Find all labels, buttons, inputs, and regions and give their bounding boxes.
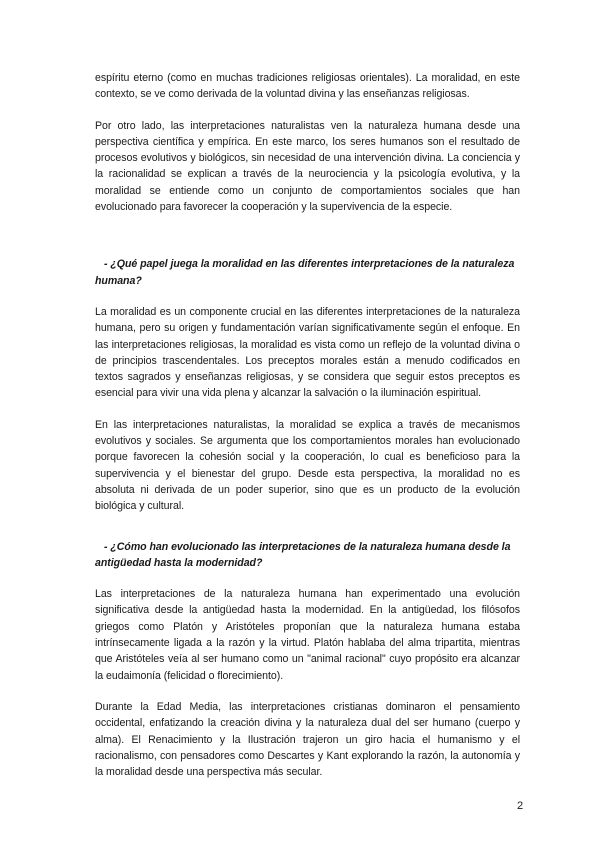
paragraph-antiquity: Las interpretaciones de la naturaleza humana han experimentado una evolución significativa desde la antigüedad hasta la modernidad. En la antigüedad, los filósofos griegos como Platón y Aristóteles proponían que la naturaleza humana estaba intrínsecamente ligada a la razón y la virtud. Platón hablaba del alma tripartita, mientras que Aristóteles veía al ser humano como un "animal racional" cuyo propósito era alcanzar la eudaimonía (felicidad o florecimiento). — [95, 588, 520, 682]
question-heading-evolution — [95, 539, 520, 572]
question-text: - ¿Cómo han evolucionado las interpretaciones de la naturaleza humana desde la antigüedad hasta la modernidad? — [95, 540, 511, 569]
paragraph-morality-religious: La moralidad es un componente crucial en las diferentes interpretaciones de la naturaleza humana, pero su origen y fundamentación varían significativamente según el enfoque. En las interpretaciones religiosas, la moralidad es vista como un reflejo de la voluntad divina o de principios trascendentales. Los preceptos morales están a menudo codificados en textos sagrados y enseñanzas religiosas, y se considera que seguir estos preceptos es esencial para vivir una vida plena y alcanzar la salvación o la iluminación espiritual. — [95, 305, 520, 400]
question-text: - ¿Qué papel juega la moralidad en las diferentes interpretaciones de la naturaleza humana? — [95, 258, 515, 287]
page-content — [95, 70, 520, 780]
paragraph-middle-ages: Durante la Edad Media, las interpretaciones cristianas dominaron el pensamiento occidental, enfatizando la creación divina y la naturaleza dual del ser humano (cuerpo y alma). El Renacimiento y la Ilustración trajeron un giro hacia el humanismo y el racionalismo, con pensadores como Descartes y Kant explorando la razón, la autonomía y la moralidad desde una perspectiva más secular. — [95, 700, 520, 779]
paragraph-continuation: espíritu eterno (como en muchas tradiciones religiosas orientales). La moralidad, en este contexto, se ve como derivada de la voluntad divina y las enseñanzas religiosas. — [95, 72, 520, 101]
question-heading-morality — [95, 256, 520, 289]
paragraph-naturalist-views: Por otro lado, las interpretaciones naturalistas ven la naturaleza humana desde una perspectiva científica y empírica. En este marco, los seres humanos son el resultado de procesos evolutivos y biológicos, sin necesidad de una intervención divina. La conciencia y la racionalidad se explican a través de la neurociencia y la psicología evolutiva, y la moralidad se entiende como un conjunto de comportamientos sociales que han evolucionado para favorecer la cooperación y la supervivencia de la especie. — [95, 119, 520, 214]
paragraph-morality-naturalist: En las interpretaciones naturalistas, la moralidad se explica a través de mecanismos evolutivos y sociales. Se argumenta que los comportamientos morales han evolucionado porque favorecen la cohesión social y la cooperación, lo cual es beneficioso para la supervivencia y el bienestar del grupo. Desde esta perspectiva, la moralidad no es absoluta ni derivada de un poder superior, sino que es un producto de la evolución biológica y cultural. — [95, 418, 520, 513]
page-number: 2 — [517, 800, 524, 812]
